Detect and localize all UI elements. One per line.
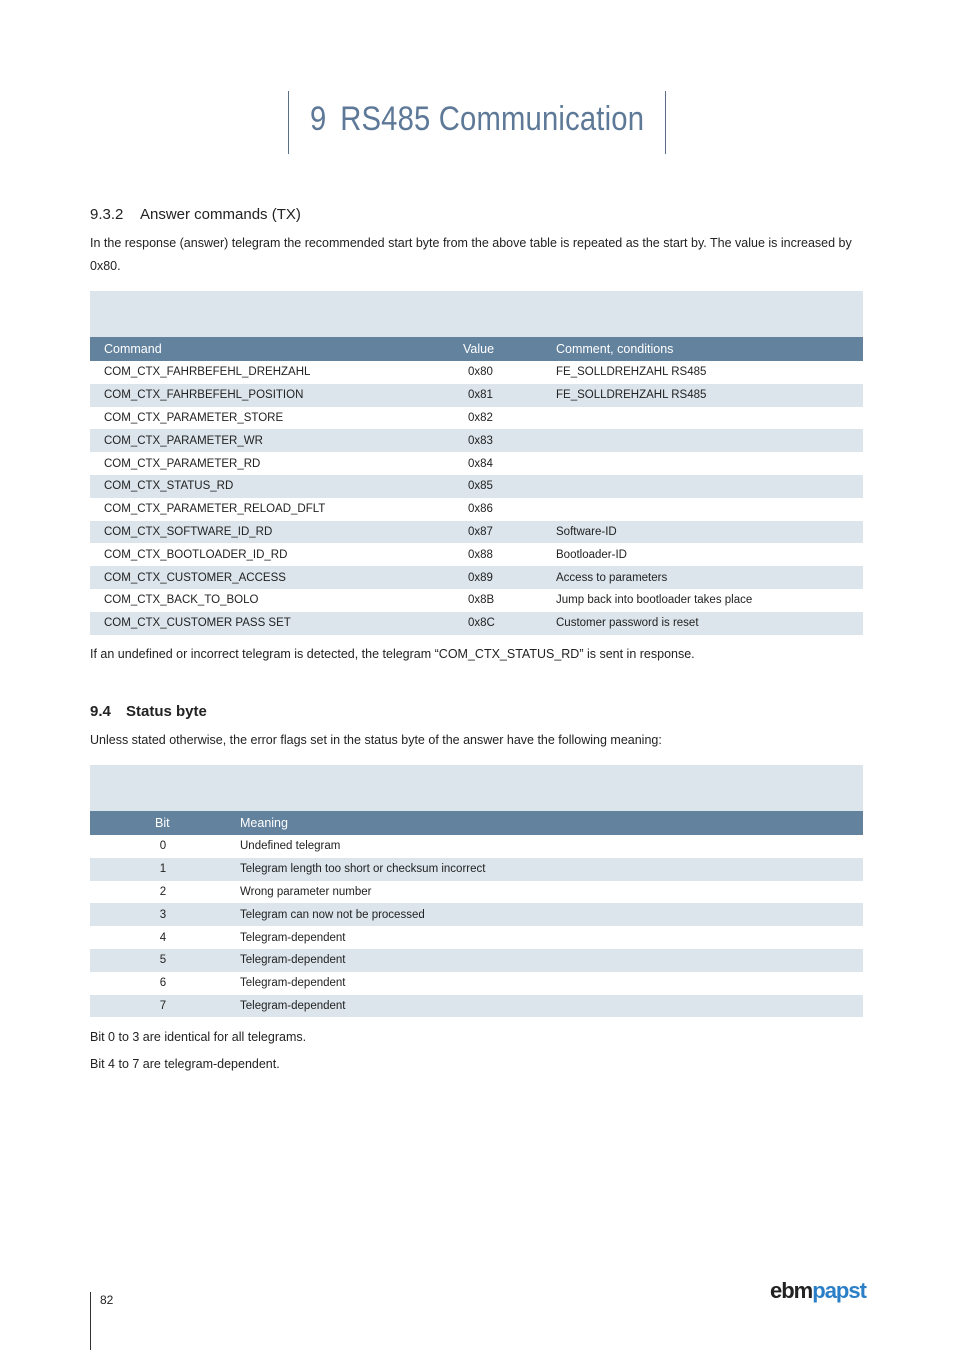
table-row xyxy=(90,384,863,407)
value-cell: 0x82 xyxy=(468,411,493,424)
section-number: 9.3.2 xyxy=(90,206,124,223)
value-cell: 0x85 xyxy=(468,480,493,493)
command-cell: COM_CTX_BACK_TO_BOLO xyxy=(104,594,259,607)
section-intro-tx: In the response (answer) telegram the recommended start byte from the above table is repeated as the start by. The value is increased by 0x80. xyxy=(90,236,852,273)
table-row xyxy=(90,452,863,475)
meaning-cell: Undefined telegram xyxy=(240,840,341,853)
section-number: 9.4 xyxy=(90,703,111,720)
table-row xyxy=(90,949,863,972)
comment-cell: Software-ID xyxy=(556,525,617,538)
bit-cell: 7 xyxy=(159,999,167,1012)
section-heading-tx xyxy=(90,206,301,223)
command-cell: COM_CTX_SOFTWARE_ID_RD xyxy=(104,525,273,538)
bit-cell: 2 xyxy=(159,885,167,898)
value-cell: 0x89 xyxy=(468,571,493,584)
table-row xyxy=(90,903,863,926)
chapter-number: 9 xyxy=(310,100,327,138)
header-comment: Comment, conditions xyxy=(556,342,674,356)
bit-cell: 1 xyxy=(159,863,167,876)
section-note-tx: If an undefined or incorrect telegram is detected, the telegram “COM_CTX_STATUS_RD” is sent in response. xyxy=(90,647,695,661)
table-row xyxy=(90,858,863,881)
table-row xyxy=(90,407,863,430)
comment-cell: FE_SOLLDREHZAHL RS485 xyxy=(556,366,707,379)
table-row xyxy=(90,566,863,589)
value-cell: 0x8B xyxy=(468,594,495,607)
status-note-1: Bit 0 to 3 are identical for all telegrams. xyxy=(90,1030,307,1044)
status-note-2: Bit 4 to 7 are telegram-dependent. xyxy=(90,1057,280,1071)
section-title: Answer commands (TX) xyxy=(140,206,301,223)
table-row xyxy=(90,612,863,635)
table-row xyxy=(90,475,863,498)
command-cell: COM_CTX_FAHRBEFEHL_DREHZAHL xyxy=(104,366,311,379)
command-cell: COM_CTX_PARAMETER_RD xyxy=(104,457,261,470)
chapter-title xyxy=(310,100,644,139)
table-row xyxy=(90,835,863,858)
command-cell: COM_CTX_CUSTOMER_ACCESS xyxy=(104,571,286,584)
meaning-cell: Telegram-dependent xyxy=(240,931,346,944)
bit-cell: 6 xyxy=(159,977,167,990)
table-row xyxy=(90,995,863,1018)
table-header xyxy=(90,811,863,835)
command-cell: COM_CTX_PARAMETER_WR xyxy=(104,434,263,447)
meaning-cell: Wrong parameter number xyxy=(240,885,372,898)
command-cell: COM_CTX_STATUS_RD xyxy=(104,480,234,493)
value-cell: 0x83 xyxy=(468,434,493,447)
command-cell: COM_CTX_PARAMETER_STORE xyxy=(104,411,284,424)
bit-cell: 3 xyxy=(159,908,167,921)
table-row xyxy=(90,429,863,452)
bit-cell: 4 xyxy=(159,931,167,944)
table-row xyxy=(90,498,863,521)
value-cell: 0x8C xyxy=(468,617,495,630)
logo-part-papst: papst xyxy=(812,1278,866,1303)
header-command: Command xyxy=(104,342,162,356)
comment-cell: Customer password is reset xyxy=(556,617,699,630)
command-cell: COM_CTX_FAHRBEFEHL_POSITION xyxy=(104,389,304,402)
comment-cell: FE_SOLLDREHZAHL RS485 xyxy=(556,389,707,402)
table-row xyxy=(90,972,863,995)
table-header xyxy=(90,337,863,361)
table-row xyxy=(90,881,863,904)
table-body xyxy=(90,361,863,635)
command-cell: COM_CTX_PARAMETER_RELOAD_DFLT xyxy=(104,503,326,516)
header-meaning: Meaning xyxy=(240,816,288,830)
bit-cell: 0 xyxy=(159,840,167,853)
table-row xyxy=(90,521,863,544)
command-cell: COM_CTX_CUSTOMER PASS SET xyxy=(104,617,291,630)
value-cell: 0x86 xyxy=(468,503,493,516)
comment-cell: Access to parameters xyxy=(556,571,668,584)
section-heading-status xyxy=(90,703,207,720)
value-cell: 0x80 xyxy=(468,366,493,379)
meaning-cell: Telegram length too short or checksum incorrect xyxy=(240,863,486,876)
command-cell: COM_CTX_BOOTLOADER_ID_RD xyxy=(104,548,288,561)
comment-cell: Jump back into bootloader takes place xyxy=(556,594,753,607)
table-body xyxy=(90,835,863,1017)
table-row xyxy=(90,543,863,566)
answer-commands-table xyxy=(90,291,863,635)
header-value: Value xyxy=(463,342,495,356)
table-row xyxy=(90,926,863,949)
table-row xyxy=(90,361,863,384)
section-title: Status byte xyxy=(126,703,207,720)
header-bit: Bit xyxy=(155,816,170,830)
meaning-cell: Telegram-dependent xyxy=(240,999,346,1012)
value-cell: 0x81 xyxy=(468,389,493,402)
chapter-name: RS485 Communication xyxy=(340,100,645,138)
status-byte-table xyxy=(90,765,863,1017)
meaning-cell: Telegram-dependent xyxy=(240,954,346,967)
page-number: 82 xyxy=(100,1293,114,1307)
meaning-cell: Telegram can now not be processed xyxy=(240,908,425,921)
footer-rule xyxy=(90,1292,91,1350)
comment-cell: Bootloader-ID xyxy=(556,548,627,561)
bit-cell: 5 xyxy=(159,954,167,967)
table-top-band xyxy=(90,291,863,337)
section-intro-status: Unless stated otherwise, the error flags set in the status byte of the answer have the following meaning: xyxy=(90,733,662,747)
ebmpapst-logo xyxy=(770,1278,866,1304)
value-cell: 0x87 xyxy=(468,525,493,538)
value-cell: 0x84 xyxy=(468,457,493,470)
meaning-cell: Telegram-dependent xyxy=(240,977,346,990)
logo-part-ebm: ebm xyxy=(770,1278,813,1303)
value-cell: 0x88 xyxy=(468,548,493,561)
table-row xyxy=(90,589,863,612)
table-top-band xyxy=(90,765,863,811)
